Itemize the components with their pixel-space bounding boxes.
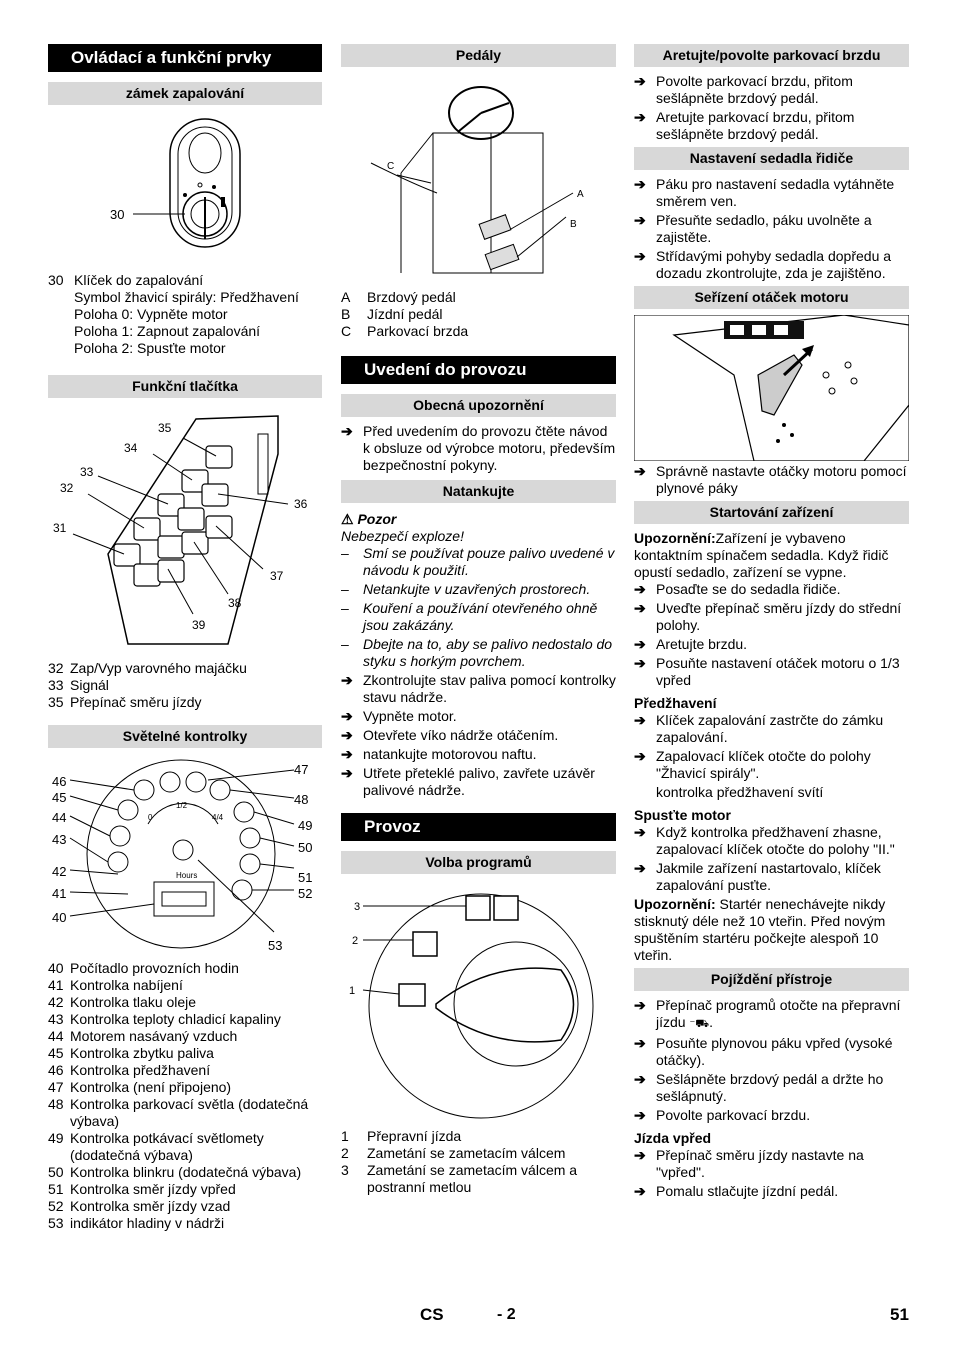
footer-page-number: 51 bbox=[890, 1305, 909, 1324]
list-item: Symbol žhavicí spirály: Předžhavení bbox=[74, 289, 299, 305]
callout-50: 50 bbox=[298, 840, 313, 855]
callout-a: A bbox=[577, 189, 584, 200]
list-item: 30 Klíček do zapalování bbox=[48, 272, 204, 288]
callout-49: 49 bbox=[298, 818, 313, 833]
list-item: Poloha 2: Spusťte motor bbox=[74, 340, 226, 356]
column-2 bbox=[341, 44, 616, 1196]
list-item: ➔ Přesuňte sedadlo, páku uvolněte a zajistěte. bbox=[634, 212, 872, 245]
list-item: ➔ Pomalu stlačujte jízdní pedál. bbox=[634, 1183, 839, 1199]
start-engine-steps bbox=[634, 824, 909, 894]
list-item: ➔ Posaďte se do sedadla řidiče. bbox=[634, 581, 841, 597]
list-item: ➔ Aretujte parkovací brzdu, přitom sešlápněte brzdový pedál. bbox=[634, 109, 855, 142]
list-item: Poloha 0: Vypněte motor bbox=[74, 306, 228, 322]
gauge-zero: 0 bbox=[148, 813, 153, 822]
warning-text: Nebezpečí exploze! bbox=[341, 528, 464, 544]
list-item: 53 indikátor hladiny v nádrži bbox=[48, 1215, 225, 1231]
callout-c: C bbox=[387, 161, 395, 172]
column-1 bbox=[48, 44, 322, 1232]
throttle-lever-figure bbox=[634, 315, 909, 461]
hours-label: Hours bbox=[176, 871, 198, 880]
list-item: 45 Kontrolka zbytku paliva bbox=[48, 1045, 214, 1061]
list-item: Poloha 1: Zapnout zapalování bbox=[74, 323, 261, 339]
callout-46: 46 bbox=[52, 774, 67, 789]
list-item: 46 Kontrolka předžhavení bbox=[48, 1062, 211, 1078]
list-item: C Parkovací brzda bbox=[341, 323, 469, 339]
callout-32: 32 bbox=[60, 481, 74, 495]
preheat-heading: Předžhavení bbox=[634, 695, 717, 711]
list-item: 41 Kontrolka nabíjení bbox=[48, 977, 183, 993]
heading-general-notes: Obecná upozornění bbox=[341, 394, 616, 417]
list-item: 49 Kontrolka potkávací světlomety (dodatečná výbava) bbox=[48, 1130, 264, 1163]
list-item: 35 Přepínač směru jízdy bbox=[48, 694, 202, 710]
callout-34: 34 bbox=[124, 441, 138, 455]
list-item: A Brzdový pedál bbox=[341, 289, 456, 305]
parking-brake-steps bbox=[634, 73, 909, 143]
list-item: ➔ Utřete přeteklé palivo, zavřete uzávěr palivové nádrže. bbox=[341, 765, 595, 798]
list-item: 43 Kontrolka teploty chladicí kapaliny bbox=[48, 1011, 281, 1027]
callout-37: 37 bbox=[270, 569, 284, 583]
warning-list bbox=[341, 545, 616, 670]
list-item: ➔ natankujte motorovou naftu. bbox=[341, 746, 537, 762]
list-item: ➔ Střídavými pohyby sedadla dopředu a dozadu zkontrolujte, zda je zajištěno. bbox=[634, 248, 892, 281]
preheat-steps bbox=[634, 712, 909, 782]
section-title-commissioning: Uvedení do provozu bbox=[341, 356, 616, 384]
list-item: ➔ Zkontrolujte stav paliva pomocí kontrolky stavu nádrže. bbox=[341, 672, 616, 705]
list-item: – Netankujte v uzavřených prostorech. bbox=[341, 581, 591, 597]
indicator-legend bbox=[48, 960, 322, 1232]
list-item: ➔ Správně nastavte otáčky motoru pomocí plynové páky bbox=[634, 463, 907, 496]
callout-53: 53 bbox=[268, 938, 283, 953]
program-selector-figure bbox=[341, 880, 616, 1124]
callout-31: 31 bbox=[53, 521, 67, 535]
ignition-legend bbox=[48, 272, 322, 357]
forward-heading: Jízda vpřed bbox=[634, 1130, 712, 1146]
engine-speed-steps bbox=[634, 463, 909, 497]
list-item: 52 Kontrolka směr jízdy vzad bbox=[48, 1198, 231, 1214]
list-item: 48 Kontrolka parkovací světla (dodatečná výbava) bbox=[48, 1096, 309, 1129]
forward-steps bbox=[634, 1147, 909, 1200]
callout-33: 33 bbox=[80, 465, 94, 479]
list-item: ➔ Zapalovací klíček otočte do polohy "Žhavicí spirály". bbox=[634, 748, 871, 781]
list-item: ➔ Povolte parkovací brzdu. bbox=[634, 1107, 811, 1123]
list-item: – Kouření a používání otevřeného ohně jsou zakázány. bbox=[341, 600, 598, 633]
list-item: ➔ Vypněte motor. bbox=[341, 708, 457, 724]
list-item: 47 Kontrolka (není připojeno) bbox=[48, 1079, 232, 1095]
list-item: 32 Zap/Vyp varovného majáčku bbox=[48, 660, 247, 676]
function-buttons-figure bbox=[48, 404, 322, 652]
list-item: – Smí se používat pouze palivo uvedené v návodu k použití. bbox=[341, 545, 615, 578]
callout-36: 36 bbox=[294, 497, 308, 511]
footer-page-sub: - 2 bbox=[497, 1306, 516, 1323]
list-item: 2 Zametání se zametacím válcem bbox=[341, 1145, 566, 1161]
starting-steps bbox=[634, 581, 909, 689]
section-title-operation: Provoz bbox=[341, 813, 616, 841]
list-item: 50 Kontrolka blinkru (dodatečná výbava) bbox=[48, 1164, 302, 1180]
callout-3: 3 bbox=[354, 901, 361, 913]
list-item: ➔ Před uvedením do provozu čtěte návod k obsluze od výrobce motoru, především bezpečnostní pokyny. bbox=[341, 423, 616, 473]
pedals-figure bbox=[341, 73, 616, 285]
program-legend bbox=[341, 1128, 616, 1196]
starter-note: Upozornění: Startér nenechávejte nikdy stisknutý déle než 10 vteřin. Před novým spuštěním startéru počkejte alespoň 10 vteřin. bbox=[634, 896, 886, 963]
refuel-steps bbox=[341, 672, 616, 799]
list-item: ➔ Povolte parkovací brzdu, přitom sešlápněte brzdový pedál. bbox=[634, 73, 853, 106]
list-item: ➔ Jakmile zařízení nastartovalo, klíček zapalování pusťte. bbox=[634, 860, 881, 893]
general-notes-list bbox=[341, 423, 616, 474]
callout-48: 48 bbox=[294, 792, 309, 807]
ignition-lock-figure bbox=[48, 111, 322, 267]
callout-b: B bbox=[570, 219, 577, 230]
list-item: 44 Motorem nasávaný vzduch bbox=[48, 1028, 238, 1044]
list-item: 1 Přepravní jízda bbox=[341, 1128, 462, 1144]
list-item: ➔ Posuňte plynovou páku vpřed (vysoké otáčky). bbox=[634, 1035, 893, 1068]
callout-47: 47 bbox=[294, 762, 309, 777]
list-item: 42 Kontrolka tlaku oleje bbox=[48, 994, 197, 1010]
list-item: ➔ Aretujte brzdu. bbox=[634, 636, 748, 652]
heading-driving: Pojíždění přístroje bbox=[634, 968, 909, 991]
warning-icon: ⚠ bbox=[341, 511, 354, 527]
list-item: ➔ Sešlápněte brzdový pedál a držte ho sešlápnutý. bbox=[634, 1071, 884, 1104]
heading-indicator-lights: Světelné kontrolky bbox=[48, 725, 322, 748]
driving-steps bbox=[634, 997, 909, 1124]
callout-52: 52 bbox=[298, 886, 313, 901]
list-item: ➔ Když kontrolka předžhavení zhasne, zapalovací klíček otočte do polohy "II." bbox=[634, 824, 895, 857]
list-item: ➔ Přepínač směru jízdy nastavte na "vpřed". bbox=[634, 1147, 864, 1180]
heading-starting: Startování zařízení bbox=[634, 501, 909, 524]
callout-38: 38 bbox=[228, 596, 242, 610]
list-item: 33 Signál bbox=[48, 677, 109, 693]
callout-43: 43 bbox=[52, 832, 67, 847]
section-title-controls: Ovládací a funkční prvky bbox=[48, 44, 322, 72]
heading-refuel: Natankujte bbox=[341, 480, 616, 503]
preheat-result: kontrolka předžhavení svítí bbox=[656, 784, 824, 800]
instrument-cluster-figure bbox=[48, 754, 322, 954]
pedals-legend bbox=[341, 289, 616, 340]
list-item: 3 Zametání se zametacím válcem a postranní metlou bbox=[341, 1162, 578, 1195]
gauge-half: 1/2 bbox=[176, 801, 188, 810]
heading-engine-speed: Seřízení otáček motoru bbox=[634, 286, 909, 309]
column-3 bbox=[634, 44, 909, 1202]
heading-ignition-lock: zámek zapalování bbox=[48, 82, 322, 105]
list-item: 51 Kontrolka směr jízdy vpřed bbox=[48, 1181, 236, 1197]
callout-40: 40 bbox=[52, 910, 67, 925]
list-item: ➔ Páku pro nastavení sedadla vytáhněte směrem ven. bbox=[634, 176, 895, 209]
list-item: ➔ Posuňte nastavení otáček motoru o 1/3 vpřed bbox=[634, 655, 900, 688]
transport-drive-icon: ⁻⛟ bbox=[689, 1018, 710, 1030]
heading-parking-brake: Aretujte/povolte parkovací brzdu bbox=[634, 44, 909, 67]
list-item: – Dbejte na to, aby se palivo nedostalo do styku s horkým povrchem. bbox=[341, 636, 613, 669]
heading-program-selection: Volba programů bbox=[341, 851, 616, 874]
callout-35: 35 bbox=[158, 421, 172, 435]
start-engine-heading: Spusťte motor bbox=[634, 807, 731, 823]
heading-pedals: Pedály bbox=[341, 44, 616, 67]
list-item: ➔ Přepínač programů otočte na přepravní jízdu ⁻⛟. bbox=[634, 997, 901, 1030]
footer-language: CS bbox=[420, 1305, 444, 1324]
list-item: ➔ Uveďte přepínač směru jízdy do střední polohy. bbox=[634, 600, 902, 633]
callout-39: 39 bbox=[192, 618, 206, 632]
list-item: ➔ Otevřete víko nádrže otáčením. bbox=[341, 727, 559, 743]
heading-function-buttons: Funkční tlačítka bbox=[48, 375, 322, 398]
heading-seat-adjust: Nastavení sedadla řidiče bbox=[634, 147, 909, 170]
gauge-full: 4/4 bbox=[212, 813, 224, 822]
seat-adjust-steps bbox=[634, 176, 909, 282]
callout-41: 41 bbox=[52, 886, 67, 901]
callout-2: 2 bbox=[352, 935, 359, 947]
callout-44: 44 bbox=[52, 810, 67, 825]
callout-42: 42 bbox=[52, 864, 67, 879]
warning-label: ⚠ Pozor bbox=[341, 511, 397, 527]
callout-1: 1 bbox=[349, 985, 356, 997]
callout-30: 30 bbox=[110, 207, 125, 222]
starting-note: Upozornění:Zařízení je vybaveno kontaktním spínačem sedadla. Když řidič opustí sedadlo, zařízení se vypne. bbox=[634, 530, 889, 580]
function-buttons-legend bbox=[48, 660, 322, 711]
list-item: B Jízdní pedál bbox=[341, 306, 443, 322]
list-item: 40 Počítadlo provozních hodin bbox=[48, 960, 239, 976]
callout-51: 51 bbox=[298, 870, 313, 885]
list-item: ➔ Klíček zapalování zastrčte do zámku zapalování. bbox=[634, 712, 884, 745]
callout-45: 45 bbox=[52, 790, 67, 805]
